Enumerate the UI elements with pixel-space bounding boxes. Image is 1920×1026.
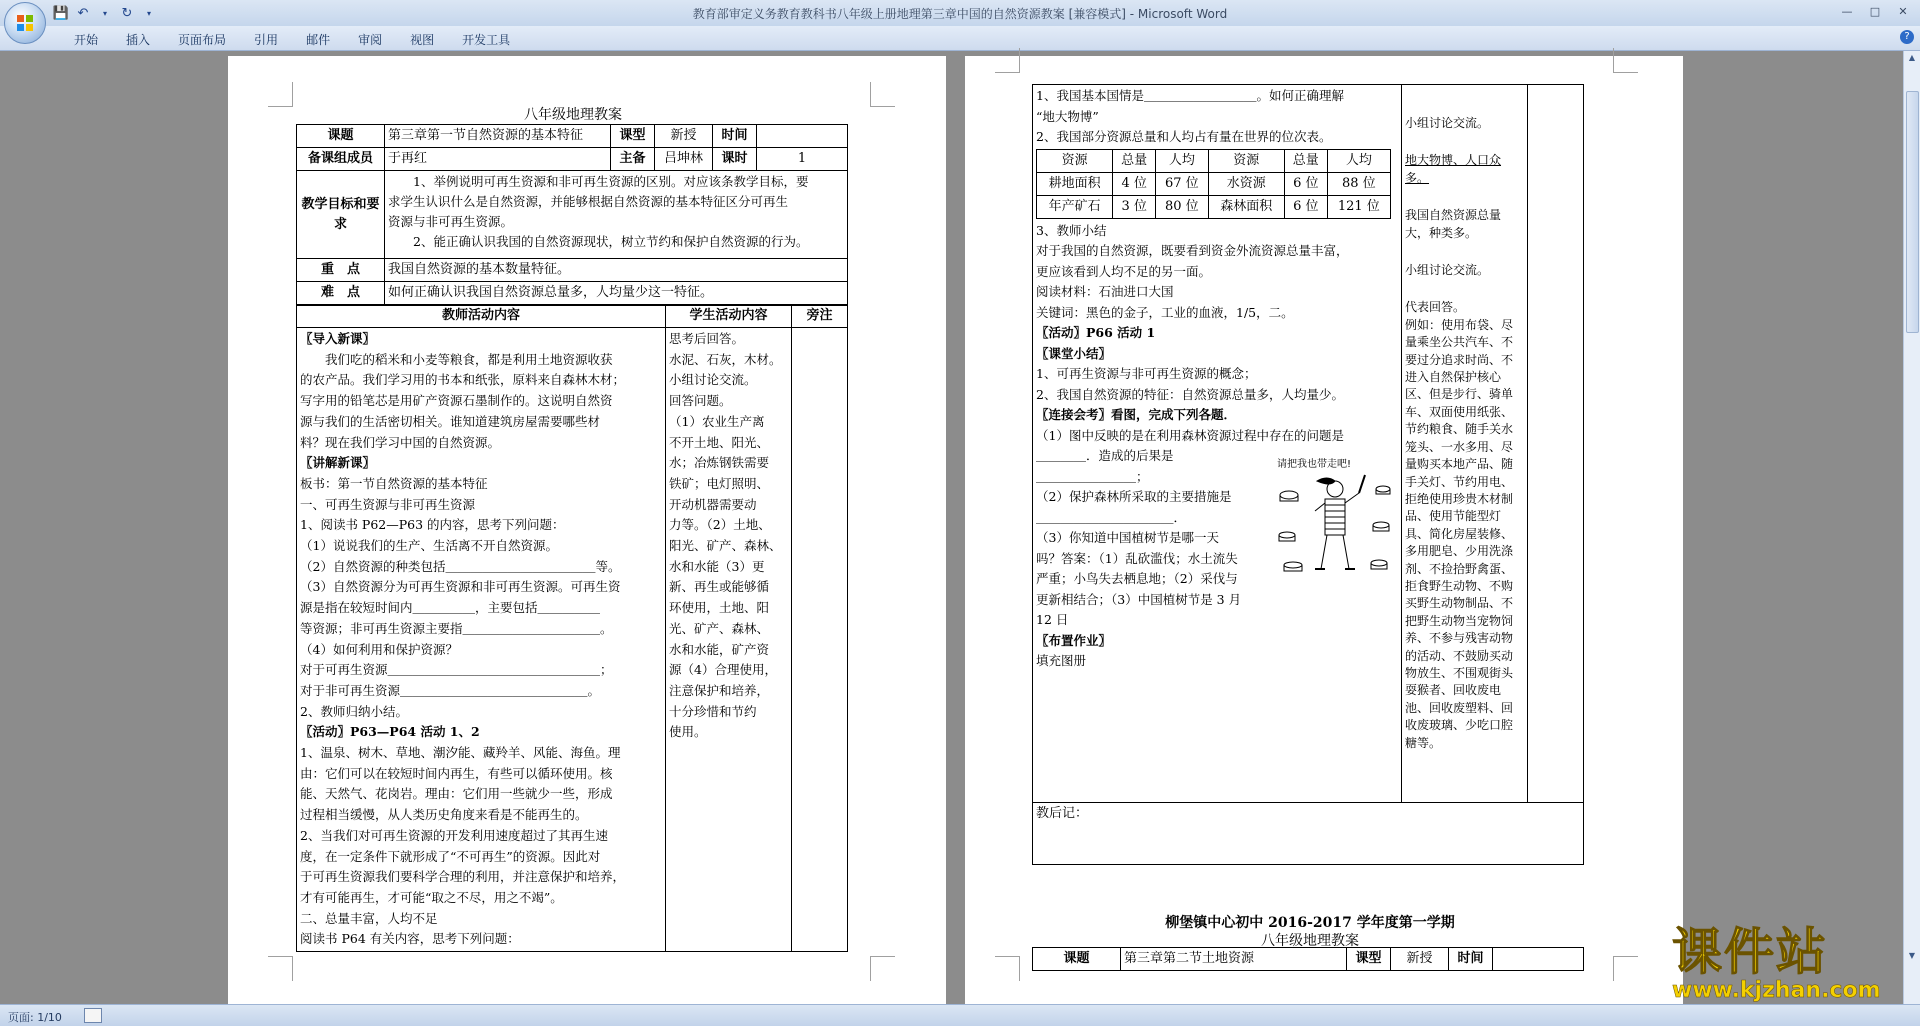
student-activity-cell (666, 328, 792, 952)
resource-cell: 水资源 (1208, 172, 1284, 195)
label-time: 时间 (1449, 948, 1493, 971)
text-line: （3）你知道中国植树节是哪一天 (1036, 530, 1219, 545)
office-logo-icon (15, 13, 35, 33)
goals-line: 求学生认识什么是自然资源，并能够根据自然资源的基本特征区分可再生 (388, 194, 789, 209)
label-members: 备课组成员 (297, 148, 385, 171)
tab-mailings[interactable]: 邮件 (306, 33, 331, 47)
text-line: 1、阅读书 P62—P63 的内容，思考下列问题： (300, 517, 565, 533)
notes-cell-p2 (1528, 85, 1584, 803)
resource-cell: 年产矿石 (1037, 195, 1113, 218)
text-line: 小组讨论交流。 (669, 372, 757, 388)
header-notes: 旁注 (792, 305, 848, 328)
watermark-logo-text: 课件站 (1672, 923, 1828, 981)
value-difficulty: 如何正确认识我国自然资源总量多，人均量少这一特征。 (385, 282, 848, 306)
text-line: 能、天然气、花岗岩。理由：它们用一些就少一些，形成 (300, 786, 613, 802)
page-2 (965, 56, 1683, 1016)
scroll-down-icon[interactable]: ▼ (1908, 951, 1916, 960)
text-line: 1、我国基本国情是＿＿＿＿＿＿＿＿＿。如何正确理解 (1036, 88, 1344, 103)
crop-mark (995, 956, 1020, 981)
crop-mark (870, 956, 895, 981)
text-line: 水泥、石灰，木材。 (669, 351, 782, 367)
text-line: 铁矿；电灯照明、 (669, 475, 770, 491)
student-answer: 小组讨论交流。 (1405, 263, 1490, 278)
text-line: 写字用的铅笔芯是用矿产资源石墨制作的。这说明自然资 (300, 393, 613, 409)
text-line: 光、矿产、森林、 (669, 620, 770, 636)
resource-cell: 6 位 (1284, 195, 1327, 218)
redo-icon[interactable]: ↻ (121, 5, 133, 21)
ribbon-tabs (60, 29, 524, 50)
text-line: 2、我国自然资源的特征：自然资源总量多，人均量少。 (1036, 386, 1344, 402)
text-line: 水和水能，矿产资 (669, 641, 770, 657)
page-indicator[interactable]: 页面: 1/10 (8, 1011, 62, 1024)
tab-home[interactable]: 开始 (74, 33, 99, 47)
goals-cell (385, 171, 848, 259)
text-line: （2）自然资源的种类包括＿＿＿＿＿＿＿＿＿＿＿＿等。 (300, 558, 621, 574)
text-line: 二、总量丰富，人均不足 (300, 910, 438, 926)
text-line: ＿＿＿＿．造成的后果是 (1036, 448, 1174, 463)
resource-rank-table (1036, 149, 1391, 219)
watermark-url: www.kjzhan.com (1672, 978, 1881, 1003)
text-line: 才有可能再生，才可能“取之不尽，用之不竭”。 (300, 889, 563, 905)
customize-qat-icon[interactable]: ▾ (146, 8, 151, 18)
value-key-point: 我国自然资源的基本数量特征。 (385, 259, 848, 282)
resource-header: 资源 (1208, 149, 1284, 172)
text-line: 源（4）合理使用， (669, 662, 777, 678)
text-line: 回答问题。 (669, 393, 732, 409)
resource-header: 人均 (1156, 149, 1209, 172)
deforestation-cartoon (1273, 455, 1395, 585)
next-lesson-heading: 柳堡镇中心初中 2016-2017 学年度第一学期 (1165, 915, 1455, 931)
text-line: 1、可再生资源与非可再生资源的概念； (1036, 366, 1257, 381)
text-line: 我们吃的稻米和小麦等粮食，都是利用土地资源收获 (300, 351, 613, 367)
window-title: 教育部审定义务教育教科书八年级上册地理第三章中国的自然资源教案 [兼容模式] - Microsoft Word (692, 7, 1228, 21)
text-line: 等资源；非可再生资源主要指＿＿＿＿＿＿＿＿＿＿＿。 (300, 620, 613, 636)
label-difficulty: 难 点 (297, 282, 385, 306)
header-teacher: 教师活动内容 (297, 305, 666, 328)
text-line: 严重；小鸟失去栖息地；（2）采伐与 (1036, 571, 1238, 586)
value-members: 于再红 (385, 148, 611, 171)
label-lead: 主备 (611, 148, 655, 171)
text-line: 3、教师小结 (1036, 222, 1107, 238)
text-line: 〖布置作业〗 (1036, 632, 1112, 648)
text-line: 水；冶炼钢铁需要 (669, 455, 770, 471)
activity-table (296, 304, 848, 952)
maximize-button[interactable]: □ (1869, 4, 1881, 18)
resource-cell: 6 位 (1284, 172, 1327, 195)
student-activity-cell-p2 (1402, 85, 1528, 803)
goals-line: 2、能正确认识我国的自然资源现状，树立节约和保护自然资源的行为。 (413, 234, 809, 249)
text-line: 使用。 (669, 724, 707, 740)
text-line: 对于非可再生资源＿＿＿＿＿＿＿＿＿＿＿＿＿＿＿。 (300, 682, 601, 698)
text-line: 由：它们可以在较短时间内再生，有些可以循环使用。核 (300, 765, 613, 781)
scroll-up-icon[interactable]: ▲ (1908, 53, 1916, 62)
value-periods: 1 (757, 148, 848, 171)
reflection-label: 教后记： (1036, 806, 1089, 821)
site-watermark (1672, 924, 1902, 1004)
student-answer: 代表回答。 (1405, 300, 1466, 315)
resource-header: 资源 (1037, 149, 1113, 172)
label-periods: 课时 (713, 148, 757, 171)
crop-mark (870, 82, 895, 107)
resource-cell: 3 位 (1113, 195, 1156, 218)
tab-view[interactable]: 视图 (410, 33, 435, 47)
undo-dropdown-icon[interactable]: ▾ (102, 8, 107, 18)
reflection-cell (1033, 803, 1584, 865)
label-type: 课型 (1347, 948, 1391, 971)
text-line: 度，在一定条件下就形成了“不可再生”的资源。因此对 (300, 848, 601, 864)
window-controls (1834, 2, 1916, 20)
text-line: （4）如何利用和保护资源？ (300, 641, 458, 657)
text-line: 1、温泉、树木、草地、潮汐能、藏羚羊、风能、海鱼。理 (300, 745, 621, 761)
tab-review[interactable]: 审阅 (358, 33, 383, 47)
label-type: 课型 (611, 125, 655, 148)
text-line: 阅读书 P64 有关内容，思考下列问题： (300, 931, 520, 947)
text-line: 源是指在较短时间内＿＿＿＿＿，主要包括＿＿＿＿＿ (300, 600, 601, 616)
text-line: 吗？答案：（1）乱砍滥伐；水土流失 (1036, 550, 1238, 566)
text-line: 12 日 (1036, 612, 1069, 627)
teacher-activity-cell-p2 (1033, 85, 1402, 803)
value-type: 新授 (1391, 948, 1449, 971)
student-answer: 我国自然资源总量大，种类多。 (1405, 208, 1502, 240)
text-line: 〖导入新课〗 (300, 331, 376, 346)
tab-references[interactable]: 引用 (254, 33, 279, 47)
text-line: 2、我国部分资源总量和人均占有量在世界的位次表。 (1036, 129, 1332, 144)
text-line: 更新相结合；（3）中国植树节是 3 月 (1036, 591, 1242, 607)
text-line: （2）保护森林所采取的主要措施是 (1036, 489, 1232, 504)
text-line: 2、当我们对可再生资源的开发利用速度超过了其再生速 (300, 827, 608, 843)
text-line: 环使用，土地、阳 (669, 600, 770, 616)
minimize-button[interactable]: — (1841, 4, 1853, 18)
help-icon[interactable]: ? (1900, 30, 1914, 44)
student-answer: 例如：使用布袋、尽量乘坐公共汽车、不要过分追求时尚、不进入自然保护核心区、但是步行、骑单车、双面使用纸张、节约粮食、随手关水笼头、一水多用、尽量购买本地产品、随手关灯、节约用电、拒绝使用珍贵木材制品、使用节能型灯具、简化房屋装修、多用肥皂、少用洗涤剂、不捡拾野禽蛋、拒食野生动物、不购买野生动物制品、不把野生动物当宠物饲养、不参与残害动物的活动、不鼓励买动物放生、不围观街头耍猴者、回收废电池、回收废塑料、回收废玻璃、少吃口腔糖等。 (1405, 317, 1514, 750)
notes-cell (792, 328, 848, 952)
close-button[interactable]: ✕ (1898, 4, 1908, 18)
resource-header: 总量 (1284, 149, 1327, 172)
value-time (757, 125, 848, 148)
text-line: 〖讲解新课〗 (300, 455, 376, 471)
crop-mark (1613, 956, 1638, 981)
text-line: 〖课堂小结〗 (1036, 345, 1112, 361)
teacher-activity-cell (297, 328, 666, 952)
resource-cell: 121 位 (1327, 195, 1390, 218)
page-1 (228, 56, 946, 1016)
cartoon-caption: 请把我也带走吧! (1277, 459, 1352, 470)
student-answer: 小组讨论交流。 (1405, 116, 1490, 130)
text-line: 的农产品。我们学习用的书本和纸张，原料来自森林木材； (300, 372, 626, 388)
page-title: 八年级地理教案 (524, 107, 622, 123)
next-lesson-title: 八年级地理教案 (1261, 933, 1359, 949)
label-goals: 教学目标和要求 (297, 171, 385, 259)
text-line: （1）说说我们的生产、生活离不开自然资源。 (300, 538, 558, 554)
text-line: 对于我国的自然资源，既要看到资金外流资源总量丰富， (1036, 243, 1349, 258)
text-line: 〖活动〗P66 活动 1 (1036, 325, 1156, 340)
label-time: 时间 (713, 125, 757, 148)
title-bar (0, 0, 1920, 26)
text-line: 源与我们的生活密切相关。谁知道建筑房屋需要哪些材 (300, 413, 601, 429)
value-lead: 吕坤林 (655, 148, 713, 171)
text-line: （1）图中反映的是在利用森林资源过程中存在的问题是 (1036, 427, 1344, 443)
lesson-plan-table (296, 124, 848, 306)
tab-page-layout[interactable]: 页面布局 (178, 33, 227, 47)
goals-line: 资源与非可再生资源。 (388, 214, 514, 229)
text-line: 注意保护和培养， (669, 682, 770, 698)
next-lesson-table (1032, 947, 1584, 971)
crop-mark (268, 956, 293, 981)
resource-cell: 67 位 (1156, 172, 1209, 195)
label-topic: 课题 (1033, 948, 1121, 971)
text-line: 十分珍惜和节约 (669, 703, 757, 719)
text-line: 过程相当缓慢，从人类历史角度来看是不能再生的。 (300, 807, 588, 823)
proofing-icon[interactable] (84, 1008, 102, 1023)
text-line: 〖连接会考〗看图，完成下列各题． (1036, 407, 1237, 422)
text-line: 填充图册 (1036, 653, 1087, 668)
value-topic: 第三章第一节自然资源的基本特征 (385, 125, 611, 148)
text-line: “地大物博” (1036, 108, 1099, 124)
tab-developer[interactable]: 开发工具 (462, 33, 511, 47)
text-line: 一、可再生资源与非可再生资源 (300, 496, 476, 512)
text-line: ＿＿＿＿＿＿＿＿； (1036, 468, 1149, 484)
value-topic: 第三章第二节土地资源 (1121, 948, 1347, 971)
scrollbar-thumb[interactable] (1906, 91, 1919, 333)
text-line: 对于可再生资源＿＿＿＿＿＿＿＿＿＿＿＿＿＿＿＿＿； (300, 662, 613, 678)
resource-cell: 森林面积 (1208, 195, 1284, 218)
label-topic: 课题 (297, 125, 385, 148)
header-student: 学生活动内容 (666, 305, 792, 328)
crop-mark (1613, 48, 1638, 73)
save-icon[interactable]: 💾 (52, 5, 70, 21)
text-line: 于可再生资源我们要科学合理的利用，并注意保护和培养， (300, 869, 626, 885)
label-key-point: 重 点 (297, 259, 385, 282)
text-line: （1）农业生产离 (669, 413, 765, 429)
resource-cell: 80 位 (1156, 195, 1209, 218)
office-button[interactable] (4, 2, 46, 44)
text-line: 〖活动〗P63—P64 活动 1、2 (300, 724, 480, 740)
text-line: 新、再生或能够循 (669, 579, 770, 595)
resource-cell: 4 位 (1113, 172, 1156, 195)
text-line: （3）自然资源分为可再生资源和非可再生资源。可再生资 (300, 579, 621, 595)
status-bar (0, 1004, 1920, 1026)
text-line: 思考后回答。 (669, 331, 745, 346)
text-line: ＿＿＿＿＿＿＿＿＿＿＿． (1036, 509, 1187, 525)
text-line: 力等。（2）土地、 (669, 517, 771, 533)
resource-header: 人均 (1327, 149, 1390, 172)
text-line: 不开土地、阳光、 (669, 434, 770, 450)
tab-insert[interactable]: 插入 (126, 33, 151, 47)
value-type: 新授 (655, 125, 713, 148)
text-line: 阅读材料：石油进口大国 (1036, 284, 1174, 299)
text-line: 2、教师归纳小结。 (300, 703, 408, 719)
undo-icon[interactable]: ↶ (77, 5, 89, 21)
text-line: 料？现在我们学习中国的自然资源。 (300, 434, 501, 450)
text-line: 更应该看到人均不足的另一面。 (1036, 263, 1212, 279)
vertical-scrollbar[interactable] (1903, 51, 1920, 1004)
text-line: 水和水能（3）更 (669, 558, 765, 574)
text-line: 关键词：黑色的金子，工业的血液，1/5，二。 (1036, 304, 1294, 320)
text-line: 开动机器需要动 (669, 496, 757, 512)
crop-mark (268, 82, 293, 107)
student-answer: 地大物博、人口众多。 (1405, 153, 1502, 185)
resource-header: 总量 (1113, 149, 1156, 172)
resource-cell: 耕地面积 (1037, 172, 1113, 195)
goals-line: 1、举例说明可再生资源和非可再生资源的区别。对应该条教学目标，要 (413, 174, 809, 189)
resource-cell: 88 位 (1327, 172, 1390, 195)
value-time (1493, 948, 1584, 971)
text-line: 板书：第一节自然资源的基本特征 (300, 475, 488, 491)
text-line: 阳光、矿产、森林、 (669, 538, 782, 554)
crop-mark (995, 48, 1020, 73)
activity-table-continued (1032, 84, 1584, 865)
